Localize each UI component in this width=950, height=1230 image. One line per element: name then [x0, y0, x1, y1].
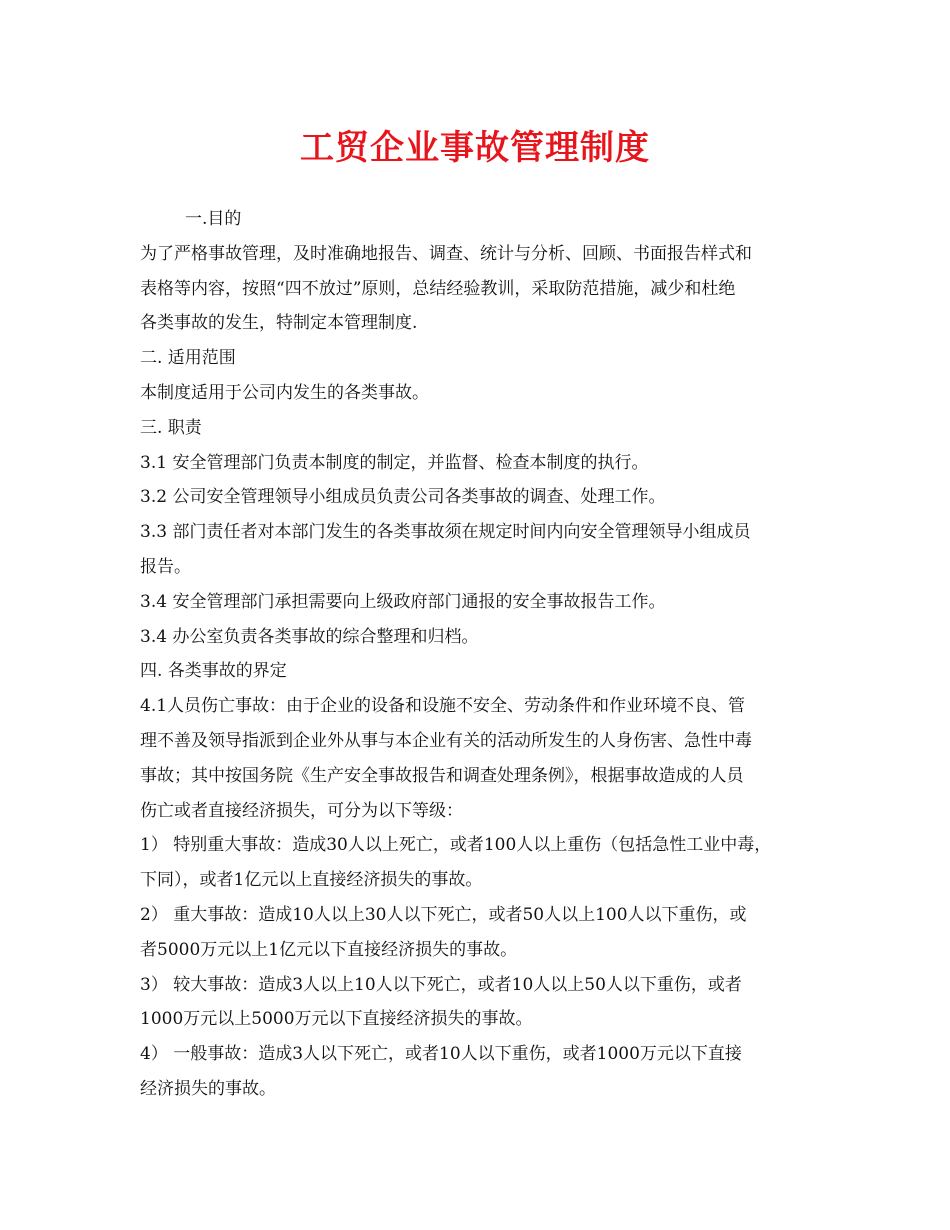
- clause-line: 事故；其中按国务院《生产安全事故报告和调查处理条例》，根据事故造成的人员: [140, 765, 744, 786]
- section-heading-definitions: 四. 各类事故的界定: [140, 661, 287, 682]
- clause-line: 报告。: [140, 556, 191, 577]
- clause-line: 3.4 安全管理部门承担需要向上级政府部门通报的安全事故报告工作。: [140, 591, 666, 612]
- clause-line: 理不善及领导指派到企业外从事与本企业有关的活动所发生的人身伤害、急性中毒: [140, 730, 752, 751]
- section-heading-purpose: 一.目的: [185, 209, 242, 229]
- list-item-line: 下同），或者1亿元以上直接经济损失的事故。: [140, 870, 483, 891]
- list-item-line: 经济损失的事故。: [140, 1078, 276, 1099]
- list-item-line: 者5000万元以上1亿元以下直接经济损失的事故。: [140, 939, 518, 960]
- document-title: 工贸企业事故管理制度: [300, 128, 650, 168]
- list-item-line: 4） 一般事故：造成3人以下死亡，或者10人以下重伤，或者1000万元以下直接: [140, 1044, 742, 1065]
- clause-line: 3.4 办公室负责各类事故的综合整理和归档。: [140, 626, 479, 647]
- clause-line: 3.3 部门责任者对本部门发生的各类事故须在规定时间内向安全管理领导小组成员: [140, 522, 751, 543]
- list-item-line: 1000万元以上5000万元以下直接经济损失的事故。: [140, 1009, 533, 1030]
- list-item-line: 2） 重大事故：造成10人以上30人以下死亡，或者50人以上100人以下重伤，或: [140, 904, 747, 925]
- document-body: [140, 202, 830, 1107]
- paragraph-line: 本制度适用于公司内发生的各类事故。: [140, 382, 429, 403]
- clause-line: 3.2 公司安全管理领导小组成员负责公司各类事故的调查、处理工作。: [140, 487, 666, 508]
- section-heading-scope: 二. 适用范围: [140, 348, 236, 369]
- clause-line: 3.1 安全管理部门负责本制度的制定，并监督、检查本制度的执行。: [140, 452, 649, 473]
- paragraph-line: 各类事故的发生，特制定本管理制度.: [140, 313, 418, 334]
- clause-line: 4.1人员伤亡事故：由于企业的设备和设施不安全、劳动条件和作业环境不良、管: [140, 696, 746, 717]
- paragraph-line: 为了严格事故管理，及时准确地报告、调查、统计与分析、回顾、书面报告样式和: [140, 243, 752, 264]
- section-heading-duties: 三. 职责: [140, 417, 202, 438]
- clause-line: 伤亡或者直接经济损失，可分为以下等级：: [140, 800, 463, 821]
- paragraph-line: 表格等内容，按照“四不放过”原则，总结经验教训，采取防范措施，减少和杜绝: [140, 278, 736, 299]
- list-item-line: 1） 特别重大事故：造成30人以上死亡，或者100人以上重伤（包括急性工业中毒，: [140, 835, 772, 856]
- list-item-line: 3） 较大事故：造成3人以上10人以下死亡，或者10人以上50人以下重伤，或者: [140, 974, 742, 995]
